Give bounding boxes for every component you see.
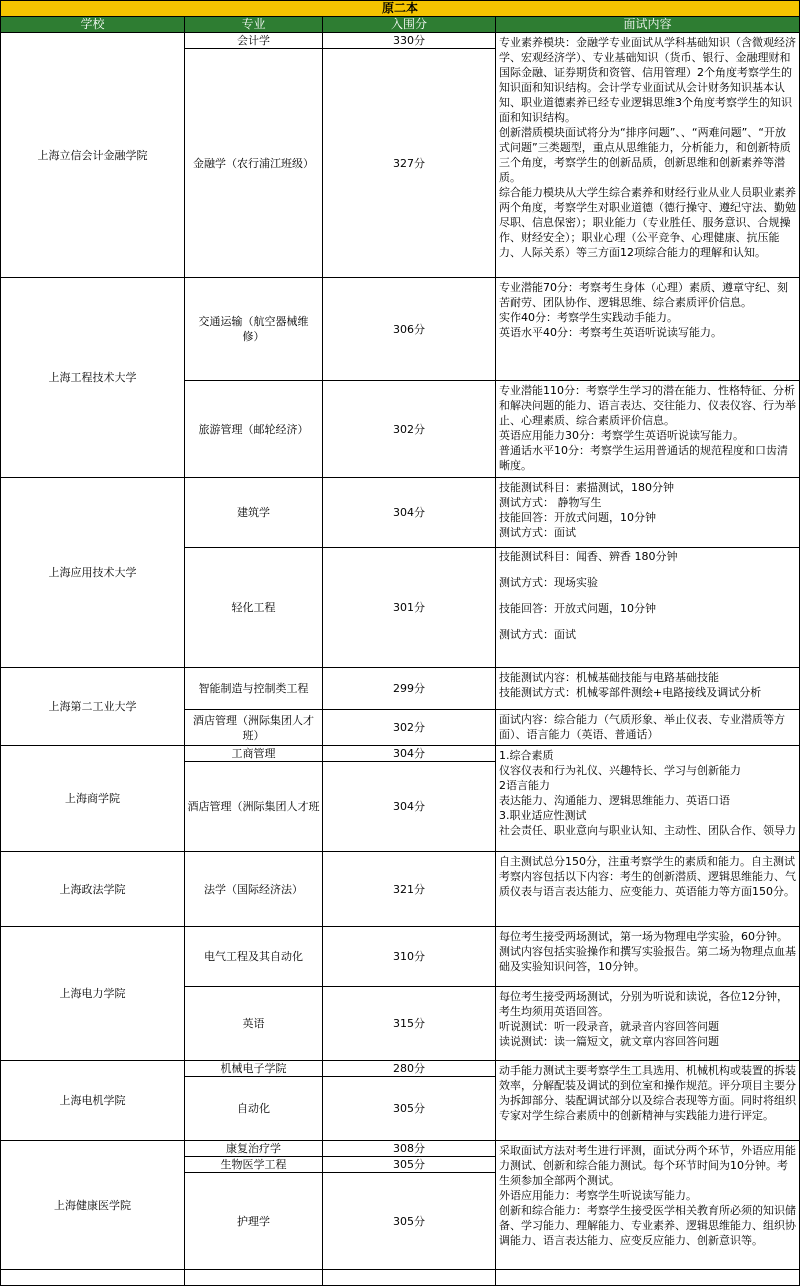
major-cell: 自动化 <box>185 1077 323 1141</box>
content-cell: 技能测试内容：机械基础技能与电路基础技能 技能测试方式：机械零部件测绘+电路接线及调试分析 <box>496 668 800 710</box>
major-cell: 金融学（农行浦江班级） <box>185 49 323 278</box>
school-cell: 上海电力学院 <box>0 927 185 1061</box>
major-cell: 旅游管理（邮轮经济） <box>185 381 323 478</box>
content-cell: 面试内容：综合能力（气质形象、举止仪表、专业潜质等方面）、语言能力（英语、普通话） <box>496 710 800 746</box>
school-cell: 上海电机学院 <box>0 1061 185 1141</box>
score-cell: 304分 <box>323 478 496 548</box>
major-cell: 工商管理 <box>185 746 323 762</box>
school-cell: 上海第二工业大学 <box>0 668 185 746</box>
empty-cell <box>323 1270 496 1286</box>
score-cell: 301分 <box>323 548 496 668</box>
school-cell: 上海工程技术大学 <box>0 278 185 478</box>
content-cell: 每位考生接受两场测试，第一场为物理电学实验，60分钟。测试内容包括实验操作和撰写实验报告。第二场为物理点血基础及实验知识问答，10分钟。 <box>496 927 800 987</box>
score-cell: 305分 <box>323 1173 496 1270</box>
score-cell: 302分 <box>323 381 496 478</box>
content-cell: 专业潜能70分：考察考生身体（心理）素质、遵章守纪、刻苦耐劳、团队协作、逻辑思维、综合素质评价信息。 实作40分：考察学生实践动手能力。 英语水平40分：考察考生英语听说读写能力。 <box>496 278 800 381</box>
score-cell: 306分 <box>323 278 496 381</box>
header-school: 学校 <box>0 17 185 33</box>
score-cell: 304分 <box>323 762 496 852</box>
major-cell: 交通运输（航空器械维修） <box>185 278 323 381</box>
major-cell: 生物医学工程 <box>185 1157 323 1173</box>
score-cell: 330分 <box>323 33 496 49</box>
major-cell: 轻化工程 <box>185 548 323 668</box>
score-cell: 310分 <box>323 927 496 987</box>
score-cell: 315分 <box>323 987 496 1061</box>
content-cell: 技能测试科目：闻香、辨香 180分钟 测试方式：现场实验 技能回答：开放式问题，10分钟 测试方式：面试 <box>496 548 800 668</box>
score-cell: 299分 <box>323 668 496 710</box>
content-cell: 每位考生接受两场测试，分别为听说和读说，各位12分钟，考生均须用英语回答。 听说测试：听一段录音，就录音内容回答问题 读说测试：读一篇短文，就文章内容回答问题 <box>496 987 800 1061</box>
major-cell: 建筑学 <box>185 478 323 548</box>
content-cell: 专业潜能110分：考察学生学习的潜在能力、性格特征、分析和解决问题的能力、语言表达、交往能力、仪表仪容、行为举止、心理素质、综合素质评价信息。 英语应用能力30分：考察学生英语听说读写能力。 普通话水平10分：考察学生运用普通话的规范程度和口齿清晰度。 <box>496 381 800 478</box>
major-cell: 智能制造与控制类工程 <box>185 668 323 710</box>
major-cell: 电气工程及其自动化 <box>185 927 323 987</box>
major-cell: 酒店管理（洲际集团人才班） <box>185 710 323 746</box>
content-cell: 采取面试方法对考生进行评测，面试分两个环节，外语应用能力测试、创新和综合能力测试。每个环节时间为10分钟。考生须参加全部两个测试。 外语应用能力：考察学生听说读写能力。 创新和综合能力：考察学生接受医学相关教育所必须的知识储备、学习能力、理解能力、专业素养、逻辑思维能力、组织协调能力、语言表达能力、应变反应能力、创新意识等。 <box>496 1141 800 1270</box>
empty-cell <box>0 1270 185 1286</box>
major-cell: 会计学 <box>185 33 323 49</box>
table-title: 原二本 <box>0 0 800 17</box>
school-cell: 上海立信会计金融学院 <box>0 33 185 278</box>
score-cell: 308分 <box>323 1141 496 1157</box>
header-content: 面试内容 <box>496 17 800 33</box>
score-cell: 302分 <box>323 710 496 746</box>
school-cell: 上海应用技术大学 <box>0 478 185 668</box>
major-cell: 法学（国际经济法） <box>185 852 323 927</box>
score-cell: 305分 <box>323 1077 496 1141</box>
school-cell: 上海健康医学院 <box>0 1141 185 1270</box>
content-cell: 专业素养模块：金融学专业面试从学科基础知识（含微观经济学、宏观经济学）、专业基础知识（货币、银行、金融理财和国际金融、证券期货和资管、信用管理）2个角度考察学生的知识面和知识结构。会计学专业面试从会计财务知识基本认知、职业道德素养已经专业逻辑思维3个角度考察学生的知识面和知识结构。 创新潜质模块面试将分为“排序问题”、、“两难问题”、“开放式问题”三类题型，重点从思维能力，分析能力，和创新特质三个角度，考察学生的创新品质，创新思维和创新素养等潜质。 综合能力模块从大学生综合素养和财经行业从业人员职业素养两个角度，考察学生对职业道德（德行操守、遵纪守法、勤勉尽职、信息保密）；职业能力（专业胜任、服务意识、合规操作、财经安全）；职业心理（公平竞争、心理健康、抗压能力、人际关系）等三方面12项综合能力的理解和认知。 <box>496 33 800 278</box>
major-cell: 酒店管理（洲际集团人才班 <box>185 762 323 852</box>
major-cell: 康复治疗学 <box>185 1141 323 1157</box>
content-cell: 自主测试总分150分，注重考察学生的素质和能力。自主测试考察内容包括以下内容：考生的创新潜质、逻辑思维能力、气质仪表与语言表达能力、应变能力、英语能力等方面150分。 <box>496 852 800 927</box>
score-cell: 280分 <box>323 1061 496 1077</box>
score-cell: 321分 <box>323 852 496 927</box>
empty-cell <box>185 1270 323 1286</box>
header-score: 入围分 <box>323 17 496 33</box>
major-cell: 护理学 <box>185 1173 323 1270</box>
major-cell: 机械电子学院 <box>185 1061 323 1077</box>
school-cell: 上海商学院 <box>0 746 185 852</box>
school-cell: 上海政法学院 <box>0 852 185 927</box>
content-cell: 1.综合素质 仪容仪表和行为礼仪、兴趣特长、学习与创新能力 2语言能力 表达能力、沟通能力、逻辑思维能力、英语口语 3.职业适应性测试 社会责任、职业意向与职业认知、主动性、团队合作、领导力 <box>496 746 800 852</box>
score-cell: 305分 <box>323 1157 496 1173</box>
major-cell: 英语 <box>185 987 323 1061</box>
content-cell: 技能测试科目：素描测试，180分钟 测试方式： 静物写生 技能回答：开放式问题，10分钟 测试方式：面试 <box>496 478 800 548</box>
score-cell: 327分 <box>323 49 496 278</box>
score-cell: 304分 <box>323 746 496 762</box>
content-cell: 动手能力测试主要考察学生工具选用、机械机构或装置的拆装效率，分解配装及调试的到位室和操作规范。评分项目主要分为拆卸部分、装配调试部分以及综合表现等方面。同时将组织专家对学生综合素质中的创新精神与实践能力进行评定。 <box>496 1061 800 1141</box>
empty-cell <box>496 1270 800 1286</box>
header-major: 专业 <box>185 17 323 33</box>
